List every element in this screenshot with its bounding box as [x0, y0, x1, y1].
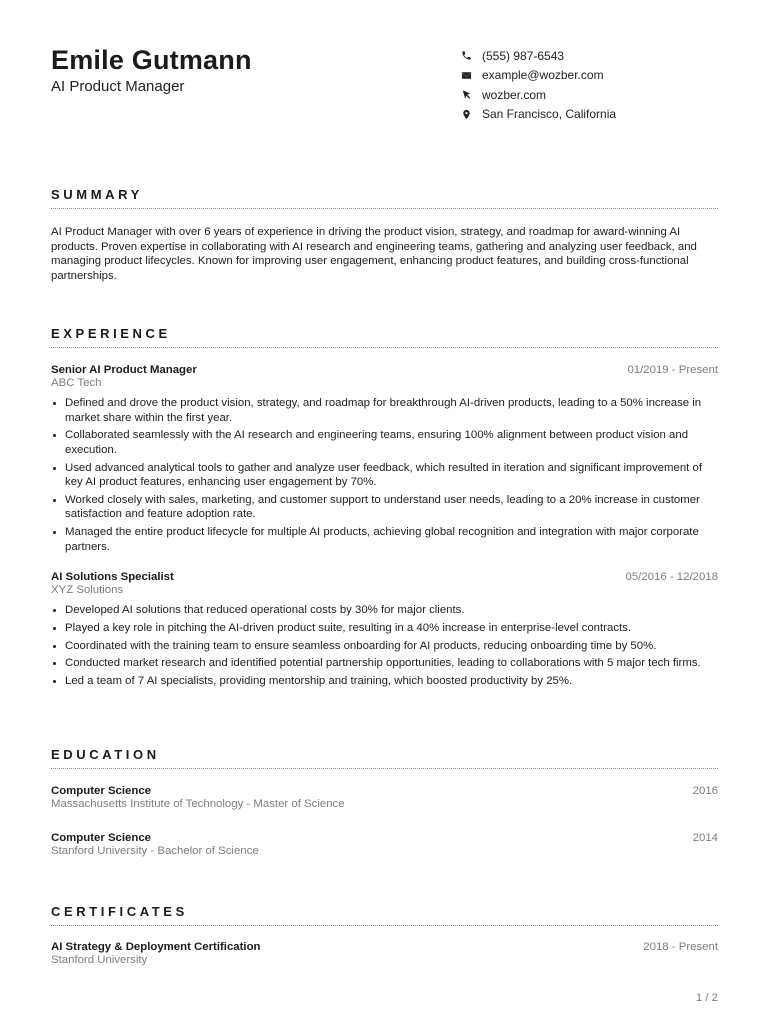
bullet-dot: [53, 627, 56, 630]
bullet-item: [51, 428, 718, 457]
location-pin-icon: [460, 108, 472, 120]
bullet-dot: [53, 499, 56, 502]
bullet-text: Developed AI solutions that reduced operational costs by 30% for major clients.: [65, 604, 465, 616]
summary-divider: [51, 208, 718, 209]
job-company: XYZ Solutions: [51, 584, 124, 596]
candidate-name: Emile Gutmann: [51, 45, 252, 75]
bullet-text: Conducted market research and identified potential partnership opportunities, leading to collaborations with 5 major tech firms.: [65, 657, 701, 670]
bullet-dot: [53, 645, 56, 648]
job-bullets: [51, 603, 718, 692]
bullet-item: [51, 674, 718, 689]
job-company: ABC Tech: [51, 377, 102, 389]
certificates-divider: [51, 925, 718, 926]
degree-school: Massachusetts Institute of Technology - Master of Science: [51, 798, 345, 810]
envelope-icon: [460, 69, 472, 81]
bullet-text: Collaborated seamlessly with the AI research and engineering teams, ensuring 100% alignment between product vision and execution.: [65, 429, 689, 456]
bullet-text: Played a key role in pitching the AI-driven product suite, resulting in a 40% increase in enterprise-level contracts.: [65, 621, 632, 634]
certificate-issuer: Stanford University: [51, 954, 148, 966]
summary-text: AI Product Manager with over 6 years of experience in driving the product vision, strategy, and roadmap for award-winning AI products. Proven expertise in collaborating with AI research and engineering teams, gathering and analyzing user feedback, and managing product lifecycles. Known for improving user engagement, enhancing product features, and building cross-functional partnerships.: [51, 226, 697, 282]
bullet-item: [51, 603, 718, 618]
bullet-dot: [53, 609, 56, 612]
job-header: [51, 364, 718, 389]
experience-heading: EXPERIENCE: [51, 326, 171, 341]
summary-heading: SUMMARY: [51, 187, 143, 202]
bullet-item: [51, 656, 718, 671]
bullet-dot: [53, 662, 56, 665]
bullet-dot: [53, 434, 56, 437]
bullet-text: Coordinated with the training team to ensure seamless onboarding for AI products, reducing onboarding time by 50%.: [65, 639, 657, 652]
bullet-dot: [53, 402, 56, 405]
degree-school: Stanford University - Bachelor of Science: [51, 845, 259, 857]
bullet-item: [51, 621, 718, 636]
candidate-role: AI Product Manager: [51, 78, 185, 95]
contact-list: [460, 46, 720, 124]
bullet-text: Led a team of 7 AI specialists, providing mentorship and training, which boosted productivity by 25%.: [65, 675, 573, 688]
phone-icon: [460, 50, 472, 62]
contact-website: [460, 85, 720, 105]
education-divider: [51, 768, 718, 769]
job-title: Senior AI Product Manager: [51, 364, 197, 376]
contact-email: [460, 66, 720, 86]
bullet-text: Managed the entire product lifecycle for multiple AI products, achieving global recognition and integration with major corporate partners.: [65, 526, 699, 553]
job-header: [51, 571, 718, 596]
bullet-item: [51, 461, 718, 490]
certificates-heading: CERTIFICATES: [51, 904, 188, 919]
bullet-text: Defined and drove the product vision, strategy, and roadmap for breakthrough AI-driven products, leading to a 50% increase in market share within the first year.: [65, 397, 702, 424]
experience-divider: [51, 347, 718, 348]
bullet-dot: [53, 467, 56, 470]
degree-year: 2016: [692, 785, 718, 797]
page-number: 1 / 2: [695, 992, 718, 1004]
certificate-date: 2018 - Present: [643, 941, 718, 953]
degree-year: 2014: [692, 832, 718, 844]
bullet-dot: [53, 531, 56, 534]
job-title: AI Solutions Specialist: [51, 571, 174, 583]
certificate-name: AI Strategy & Deployment Certification: [51, 941, 261, 953]
education-heading: EDUCATION: [51, 747, 160, 762]
bullet-item: [51, 525, 718, 554]
website-text: wozber.com: [482, 87, 547, 102]
certificate-item: [51, 941, 718, 966]
cursor-icon: [460, 89, 472, 101]
bullet-item: [51, 639, 718, 654]
contact-phone: [460, 46, 720, 66]
bullet-dot: [53, 680, 56, 683]
location-text: San Francisco, California: [482, 107, 617, 122]
bullet-text: Used advanced analytical tools to gather and analyze user feedback, which resulted in iteration and significant improvement of key AI product features, enhancing user engagement by 70%.: [65, 461, 702, 489]
job-date: 01/2019 - Present: [627, 364, 718, 376]
bullet-item: [51, 396, 718, 425]
bullet-text: Worked closely with sales, marketing, and customer support to understand user needs, leading to a 20% increase in customer satisfaction and feature adoption rate.: [65, 493, 700, 521]
bullet-item: [51, 493, 718, 522]
job-bullets: [51, 396, 718, 557]
phone-text: (555) 987-6543: [482, 48, 565, 63]
education-item: [51, 832, 718, 857]
degree-field: Computer Science: [51, 832, 152, 844]
education-item: [51, 785, 718, 810]
resume-page: [51, 0, 718, 1024]
degree-field: Computer Science: [51, 785, 152, 797]
job-date: 05/2016 - 12/2018: [625, 571, 718, 583]
contact-location: [460, 105, 720, 125]
email-text: example@wozber.com: [482, 68, 604, 83]
